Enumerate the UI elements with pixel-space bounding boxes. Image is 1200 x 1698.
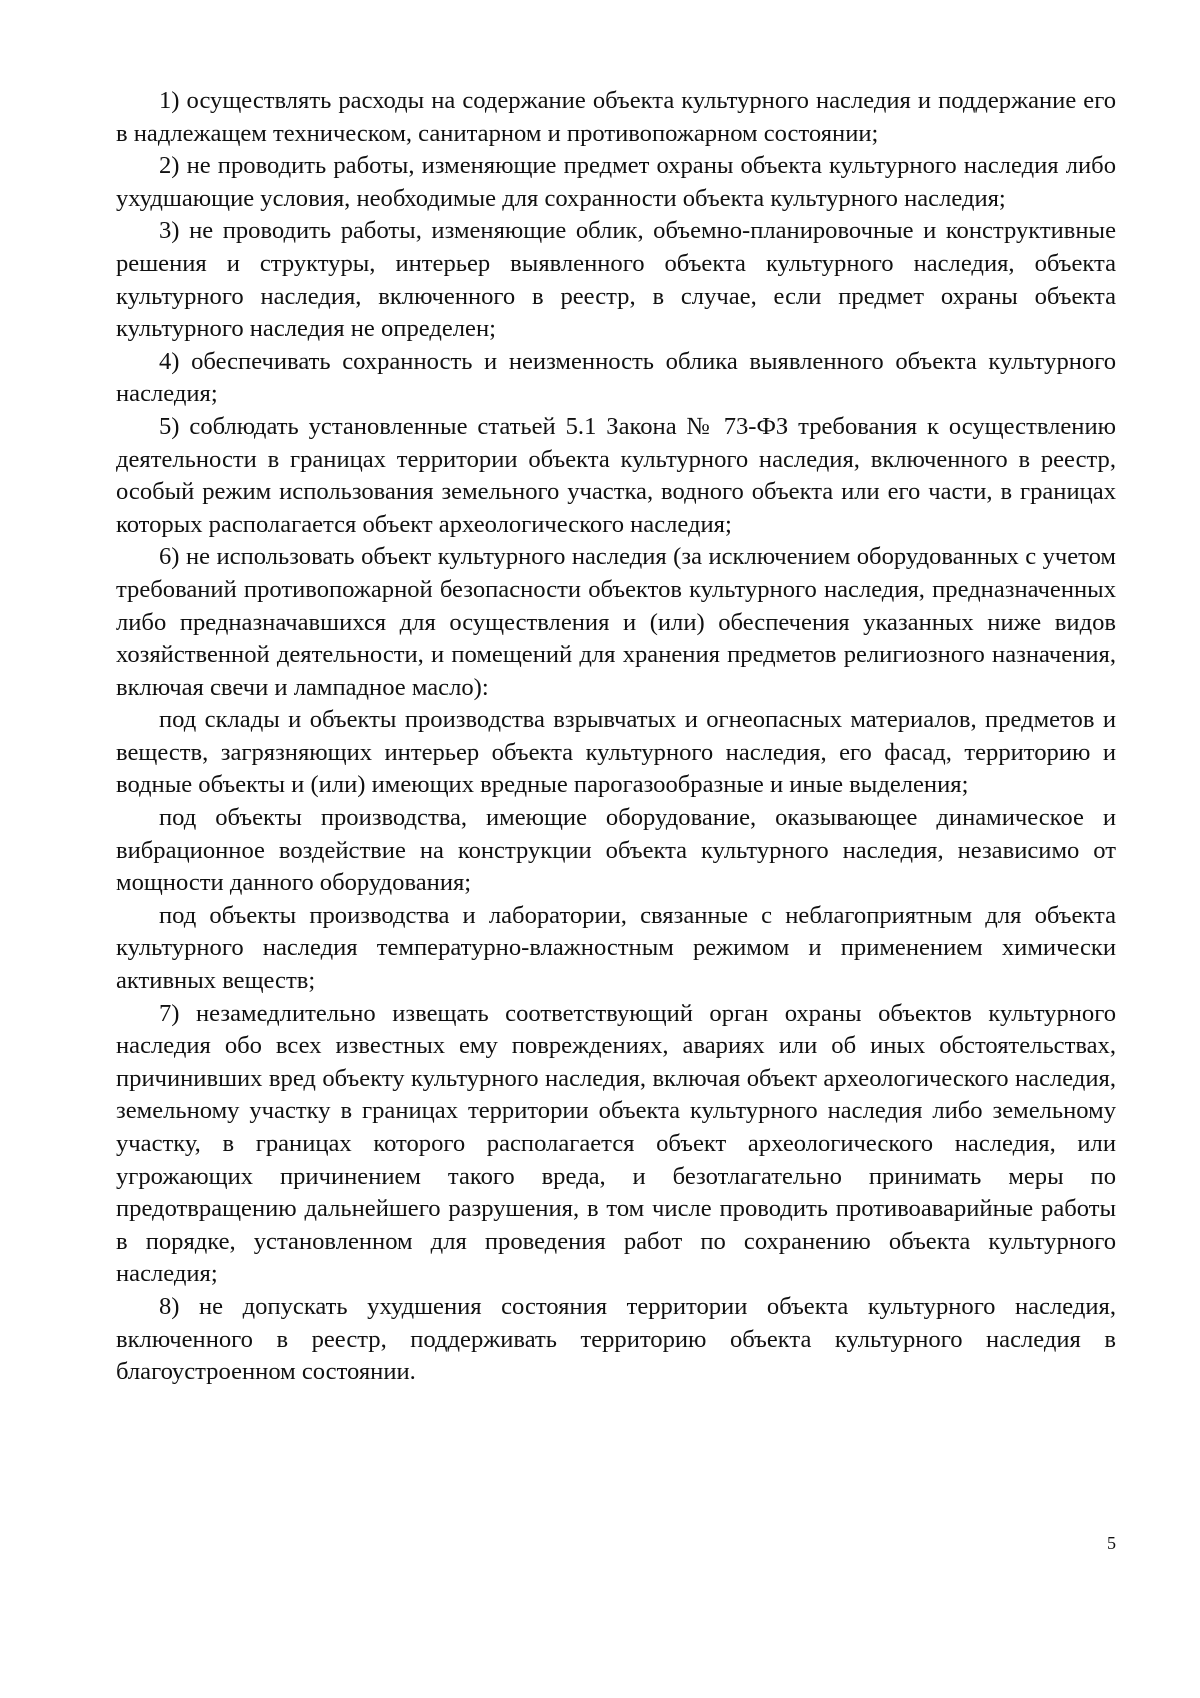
paragraph-item-8: 8) не допускать ухудшения состояния территории объекта культурного наследия, включенного в реестр, поддерживать территорию объекта культурного наследия в благоустроенном состоянии. <box>116 1292 1116 1386</box>
paragraph-item-1: 1) осуществлять расходы на содержание объекта культурного наследия и поддержание его в надлежащем техническом, санитарном и противопожарном состоянии; <box>116 87 1116 147</box>
paragraph-item-6: 6) не использовать объект культурного наследия (за исключением оборудованных с учетом требований противопожарной безопасности объектов культурного наследия, предназначенных либо предназначавшихся для осуществления и (или) обеспечения указанных ниже видов хозяйственной деятельности, и помещений для хранения предметов религиозного назначения, включая свечи и лампадное масло): <box>116 543 1116 701</box>
paragraph-item-2: 2) не проводить работы, изменяющие предмет охраны объекта культурного наследия либо ухудшающие условия, необходимые для сохранности объекта культурного наследия; <box>116 152 1116 212</box>
document-body <box>116 85 1116 1389</box>
paragraph-subitem-equipment: под объекты производства, имеющие оборудование, оказывающее динамическое и вибрационное воздействие на конструкции объекта культурного наследия, независимо от мощности данного оборудования; <box>116 804 1116 897</box>
paragraph-item-4: 4) обеспечивать сохранность и неизменность облика выявленного объекта культурного наследия; <box>116 347 1116 408</box>
paragraph-subitem-laboratories: под объекты производства и лаборатории, связанные с неблагоприятным для объекта культурного наследия температурно-влажностным режимом и применением химически активных веществ; <box>116 901 1116 995</box>
paragraph-subitem-warehouses: под склады и объекты производства взрывчатых и огнеопасных материалов, предметов и веществ, загрязняющих интерьер объекта культурного наследия, его фасад, территорию и водные объекты и (или) имеющих вредные парогазообразные и иные выделения; <box>116 706 1116 799</box>
paragraph-item-5: 5) соблюдать установленные статьей 5.1 Закона № 73-ФЗ требования к осуществлению деятельности в границах территории объекта культурного наследия, включенного в реестр, особый режим использования земельного участка, водного объекта или его части, в границах которых располагается объект археологического наследия; <box>116 412 1116 538</box>
paragraph-item-3: 3) не проводить работы, изменяющие облик, объемно-планировочные и конструктивные решения и структуры, интерьер выявленного объекта культурного наследия, объекта культурного наследия, включенного в реестр, в случае, если предмет охраны объекта культурного наследия не определен; <box>116 217 1116 343</box>
paragraph-item-7: 7) незамедлительно извещать соответствующий орган охраны объектов культурного наследия обо всех известных ему повреждениях, авариях или об иных обстоятельствах, причинивших вред объекту культурного наследия, включая объект археологического наследия, земельному участку в границах территории объекта культурного наследия либо земельному участку, в границах которого располагается объект археологического наследия, или угрожающих причинением такого вреда, и безотлагательно принимать меры по предотвращению дальнейшего разрушения, в том числе проводить противоаварийные работы в порядке, установленном для проведения работ по сохранению объекта культурного наследия; <box>116 999 1116 1288</box>
page-number: 5 <box>1107 1533 1116 1553</box>
